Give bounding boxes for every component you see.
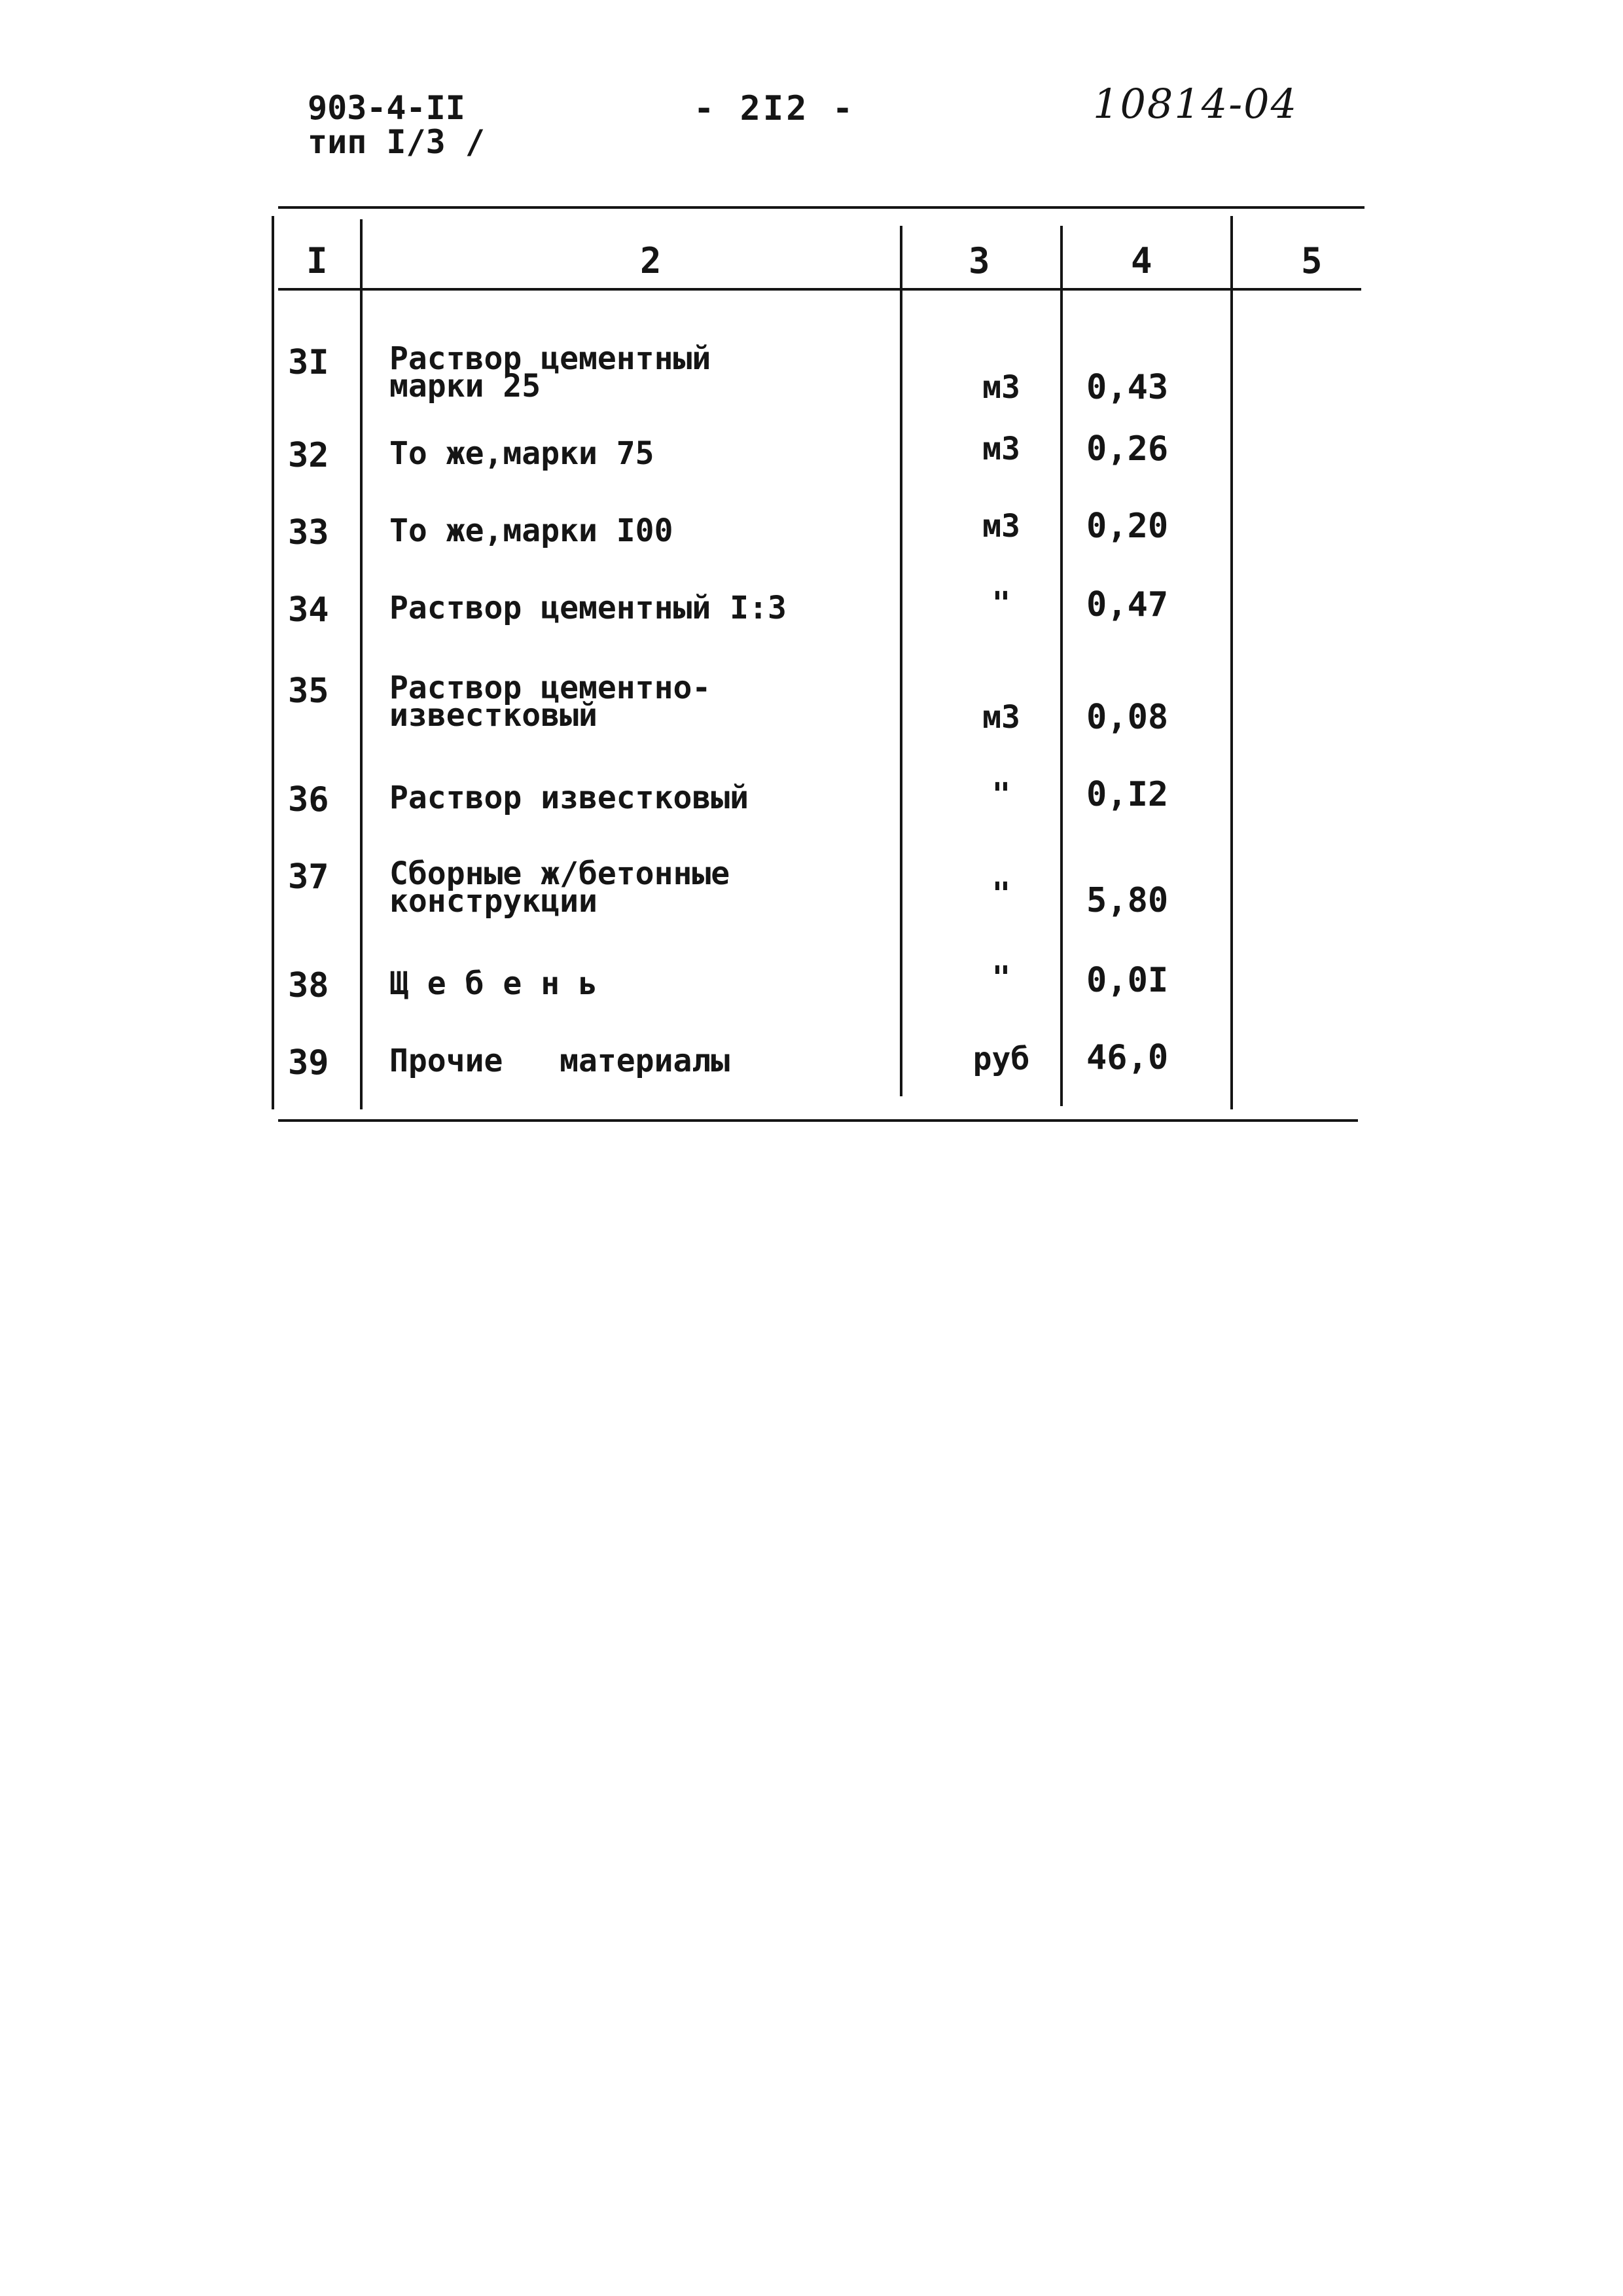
page-number: - 2I2 - [694,89,856,128]
table-bottom-border [278,1119,1358,1122]
unit: м3 [982,699,1020,736]
material-name: Раствор цементный марки 25 [389,340,711,404]
document-series: 903-4-II [308,89,465,127]
material-name: То же,марки 75 [389,435,654,472]
row-number: 38 [288,966,329,1005]
unit: м3 [982,508,1020,545]
unit: " [991,585,1011,622]
column-header-3: 3 [969,240,990,281]
table-top-border [278,206,1364,209]
row-number: 35 [288,672,329,711]
material-name: Сборные ж/бетонные конструкции [389,855,730,920]
quantity: 46,0 [1086,1038,1169,1077]
column-header-1: I [306,240,328,281]
column-header-5: 5 [1301,240,1323,281]
unit: руб [972,1041,1030,1077]
column-divider-4 [1230,216,1233,1109]
unit: м3 [982,431,1020,467]
column-divider-1 [360,219,363,1109]
table-left-border [272,216,274,1109]
document-type: тип I/3 / [308,123,485,161]
unit: м3 [982,369,1020,406]
row-number: 37 [288,857,329,897]
row-number: 3I [288,343,329,382]
material-name: Раствор цементный I:3 [389,590,787,626]
column-divider-3 [1060,226,1063,1106]
quantity: 0,I2 [1086,775,1169,814]
unit: " [991,876,1011,912]
material-name: Раствор известковый [389,780,749,816]
material-name: Прочие материалы [389,1043,730,1079]
material-name: То же,марки I00 [389,512,673,549]
row-number: 39 [288,1043,329,1083]
quantity: 0,0I [1086,961,1169,1000]
quantity: 0,43 [1086,368,1169,407]
document-code: 10814-04 [1093,80,1298,128]
unit: " [991,776,1011,813]
column-header-4: 4 [1131,240,1152,281]
table-header-separator [278,288,1361,291]
quantity: 5,80 [1086,881,1169,920]
row-number: 34 [288,590,329,630]
column-divider-2 [900,226,902,1096]
material-name: Раствор цементно- известковый [389,670,711,734]
column-header-2: 2 [640,240,662,281]
row-number: 33 [288,513,329,552]
material-name: Щ е б е н ь [389,965,597,1002]
quantity: 0,20 [1086,507,1169,546]
unit: " [991,960,1011,996]
row-number: 36 [288,780,329,819]
quantity: 0,26 [1086,429,1169,469]
row-number: 32 [288,436,329,475]
quantity: 0,08 [1086,698,1169,737]
quantity: 0,47 [1086,585,1169,624]
